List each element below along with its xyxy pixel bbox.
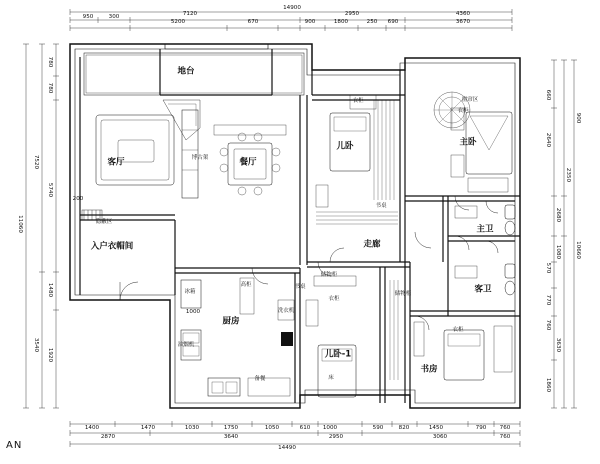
dimension-left-col-5: 5740 xyxy=(47,182,53,198)
dimension-left-col-1: 7520 xyxy=(33,154,39,170)
room-label-2: 餐厅 xyxy=(239,157,257,168)
furniture-label-2: 衣柜 xyxy=(352,98,364,104)
dimension-top-row2-9: 250 xyxy=(366,19,378,25)
room-label-7: 儿卧-1 xyxy=(324,349,352,360)
dimension-top-row2-11: 3670 xyxy=(455,19,471,25)
dimension-right-col-1: 2350 xyxy=(565,167,571,183)
dimension-bottom-row1-6: 1000 xyxy=(322,425,338,431)
furniture-label-9: 储物柜 xyxy=(394,291,412,297)
room-label-11: 书房 xyxy=(420,364,438,375)
furniture-label-4: 衣柜 xyxy=(457,108,469,114)
dimension-top-row2-5: 5200 xyxy=(170,19,186,25)
living-room-furniture xyxy=(96,100,200,198)
dimension-right-col-10: 3630 xyxy=(555,337,561,353)
dimension-left-col-2: 3540 xyxy=(33,337,39,353)
interior-walls xyxy=(80,49,520,408)
room-label-6: 走廊 xyxy=(363,239,381,250)
dimension-right-col-0: 10660 xyxy=(575,241,581,259)
dimension-lines-right xyxy=(551,60,577,408)
furniture-label-8: 衣柜 xyxy=(328,296,340,302)
dimension-bottom-row1-2: 1030 xyxy=(184,425,200,431)
furniture-label-0: 博古架 xyxy=(191,155,209,161)
dimension-top-row2-4: 4360 xyxy=(455,11,471,17)
dimension-top-row2-7: 900 xyxy=(304,19,316,25)
dimension-bottom-row1-8: 820 xyxy=(398,425,410,431)
dimension-top-row2-3: 2950 xyxy=(344,11,360,17)
room-label-3: 入户衣帽间 xyxy=(90,241,134,252)
room-label-4: 厨房 xyxy=(222,316,240,327)
dimension-left-col-0: 11060 xyxy=(17,215,23,233)
furniture-label-11: 高柜 xyxy=(240,282,252,288)
dimension-bottom-row1-11: 760 xyxy=(499,425,511,431)
window-hatching xyxy=(82,44,268,220)
furniture-label-3: 书桌 xyxy=(375,203,387,209)
dimension-bottom-row1-10: 790 xyxy=(475,425,487,431)
dimension-right-col-3: 2640 xyxy=(545,132,551,148)
dimension-top-row2-6: 670 xyxy=(247,19,259,25)
dimension-bottom-row2-2: 2950 xyxy=(328,434,344,440)
furniture-label-12: 油烟机 xyxy=(177,342,195,348)
dimension-lines-left xyxy=(23,44,59,408)
dimension-top-row2-2: 7120 xyxy=(182,11,198,17)
dimension-top-row2-1: 300 xyxy=(108,14,120,20)
room-label-5: 儿卧 xyxy=(336,141,354,152)
dimension-right-col-7: 570 xyxy=(545,262,551,274)
dimension-inner-1: 1000 xyxy=(185,309,201,315)
dimension-bottom-row2-0: 2870 xyxy=(100,434,116,440)
dimension-inner-0: 200 xyxy=(72,196,84,202)
room-label-9: 主卫 xyxy=(476,224,494,235)
dimension-bottom-row1-9: 1450 xyxy=(428,425,444,431)
dimension-right-col-8: 770 xyxy=(545,294,551,306)
furniture-label-5: 窗帘区 xyxy=(461,97,479,103)
drawing-corner-mark: AN xyxy=(6,440,23,451)
dimension-left-col-4: 780 xyxy=(47,82,53,94)
room-label-0: 地台 xyxy=(177,66,195,77)
dimension-top-row2-10: 690 xyxy=(387,19,399,25)
dimension-right-col-11: 1860 xyxy=(545,377,551,393)
furniture-label-15: 床 xyxy=(328,375,334,381)
dimension-top-row2-8: 1800 xyxy=(333,19,349,25)
dimension-lines-top xyxy=(70,9,512,31)
dimension-bottom-row1-7: 590 xyxy=(372,425,384,431)
dimension-bottom-row1-5: 610 xyxy=(299,425,311,431)
dimension-right-col-5: 900 xyxy=(575,112,581,124)
bathroom-fixtures xyxy=(455,205,515,295)
furniture-label-6: 储物柜 xyxy=(320,272,338,278)
kitchen-fixtures xyxy=(181,278,294,396)
dimension-bottom-row2-1: 3640 xyxy=(223,434,239,440)
dimension-bottom-row3-0: 14490 xyxy=(278,445,296,451)
dimension-bottom-row2-3: 3060 xyxy=(432,434,448,440)
furniture-label-7: 书桌 xyxy=(294,284,306,290)
dimension-right-col-4: 660 xyxy=(545,89,551,101)
furniture-label-16: 衣柜 xyxy=(452,327,464,333)
dimension-lines-bottom xyxy=(70,421,520,447)
furniture-label-1: 隐蔽区 xyxy=(95,219,113,225)
dimension-left-col-7: 1920 xyxy=(47,347,53,363)
dimension-bottom-row2-4: 760 xyxy=(499,434,511,440)
door-swings xyxy=(120,196,498,330)
dimension-right-col-9: 760 xyxy=(545,319,551,331)
dimension-bottom-row1-3: 1750 xyxy=(223,425,239,431)
furniture-label-10: 冰箱 xyxy=(184,289,196,295)
dimension-bottom-row1-0: 1400 xyxy=(84,425,100,431)
dimension-top-row2-0: 950 xyxy=(82,14,94,20)
furniture-label-13: 洗衣机 xyxy=(277,308,295,314)
dimension-left-col-6: 1480 xyxy=(47,282,53,298)
furniture-label-14: 备餐 xyxy=(254,376,266,382)
room-label-8: 主卧 xyxy=(459,137,477,148)
dimension-bottom-row1-1: 1470 xyxy=(140,425,156,431)
dimension-right-col-2: 2680 xyxy=(555,207,561,223)
dimension-bottom-row1-4: 1050 xyxy=(264,425,280,431)
dimension-top-row1-0: 14900 xyxy=(283,5,301,11)
room-label-1: 客厅 xyxy=(107,157,125,168)
bedroom-2-furniture xyxy=(306,276,398,397)
dimension-right-col-6: 1080 xyxy=(555,244,561,260)
dimension-left-col-3: 780 xyxy=(47,56,53,68)
room-label-10: 客卫 xyxy=(474,284,492,295)
